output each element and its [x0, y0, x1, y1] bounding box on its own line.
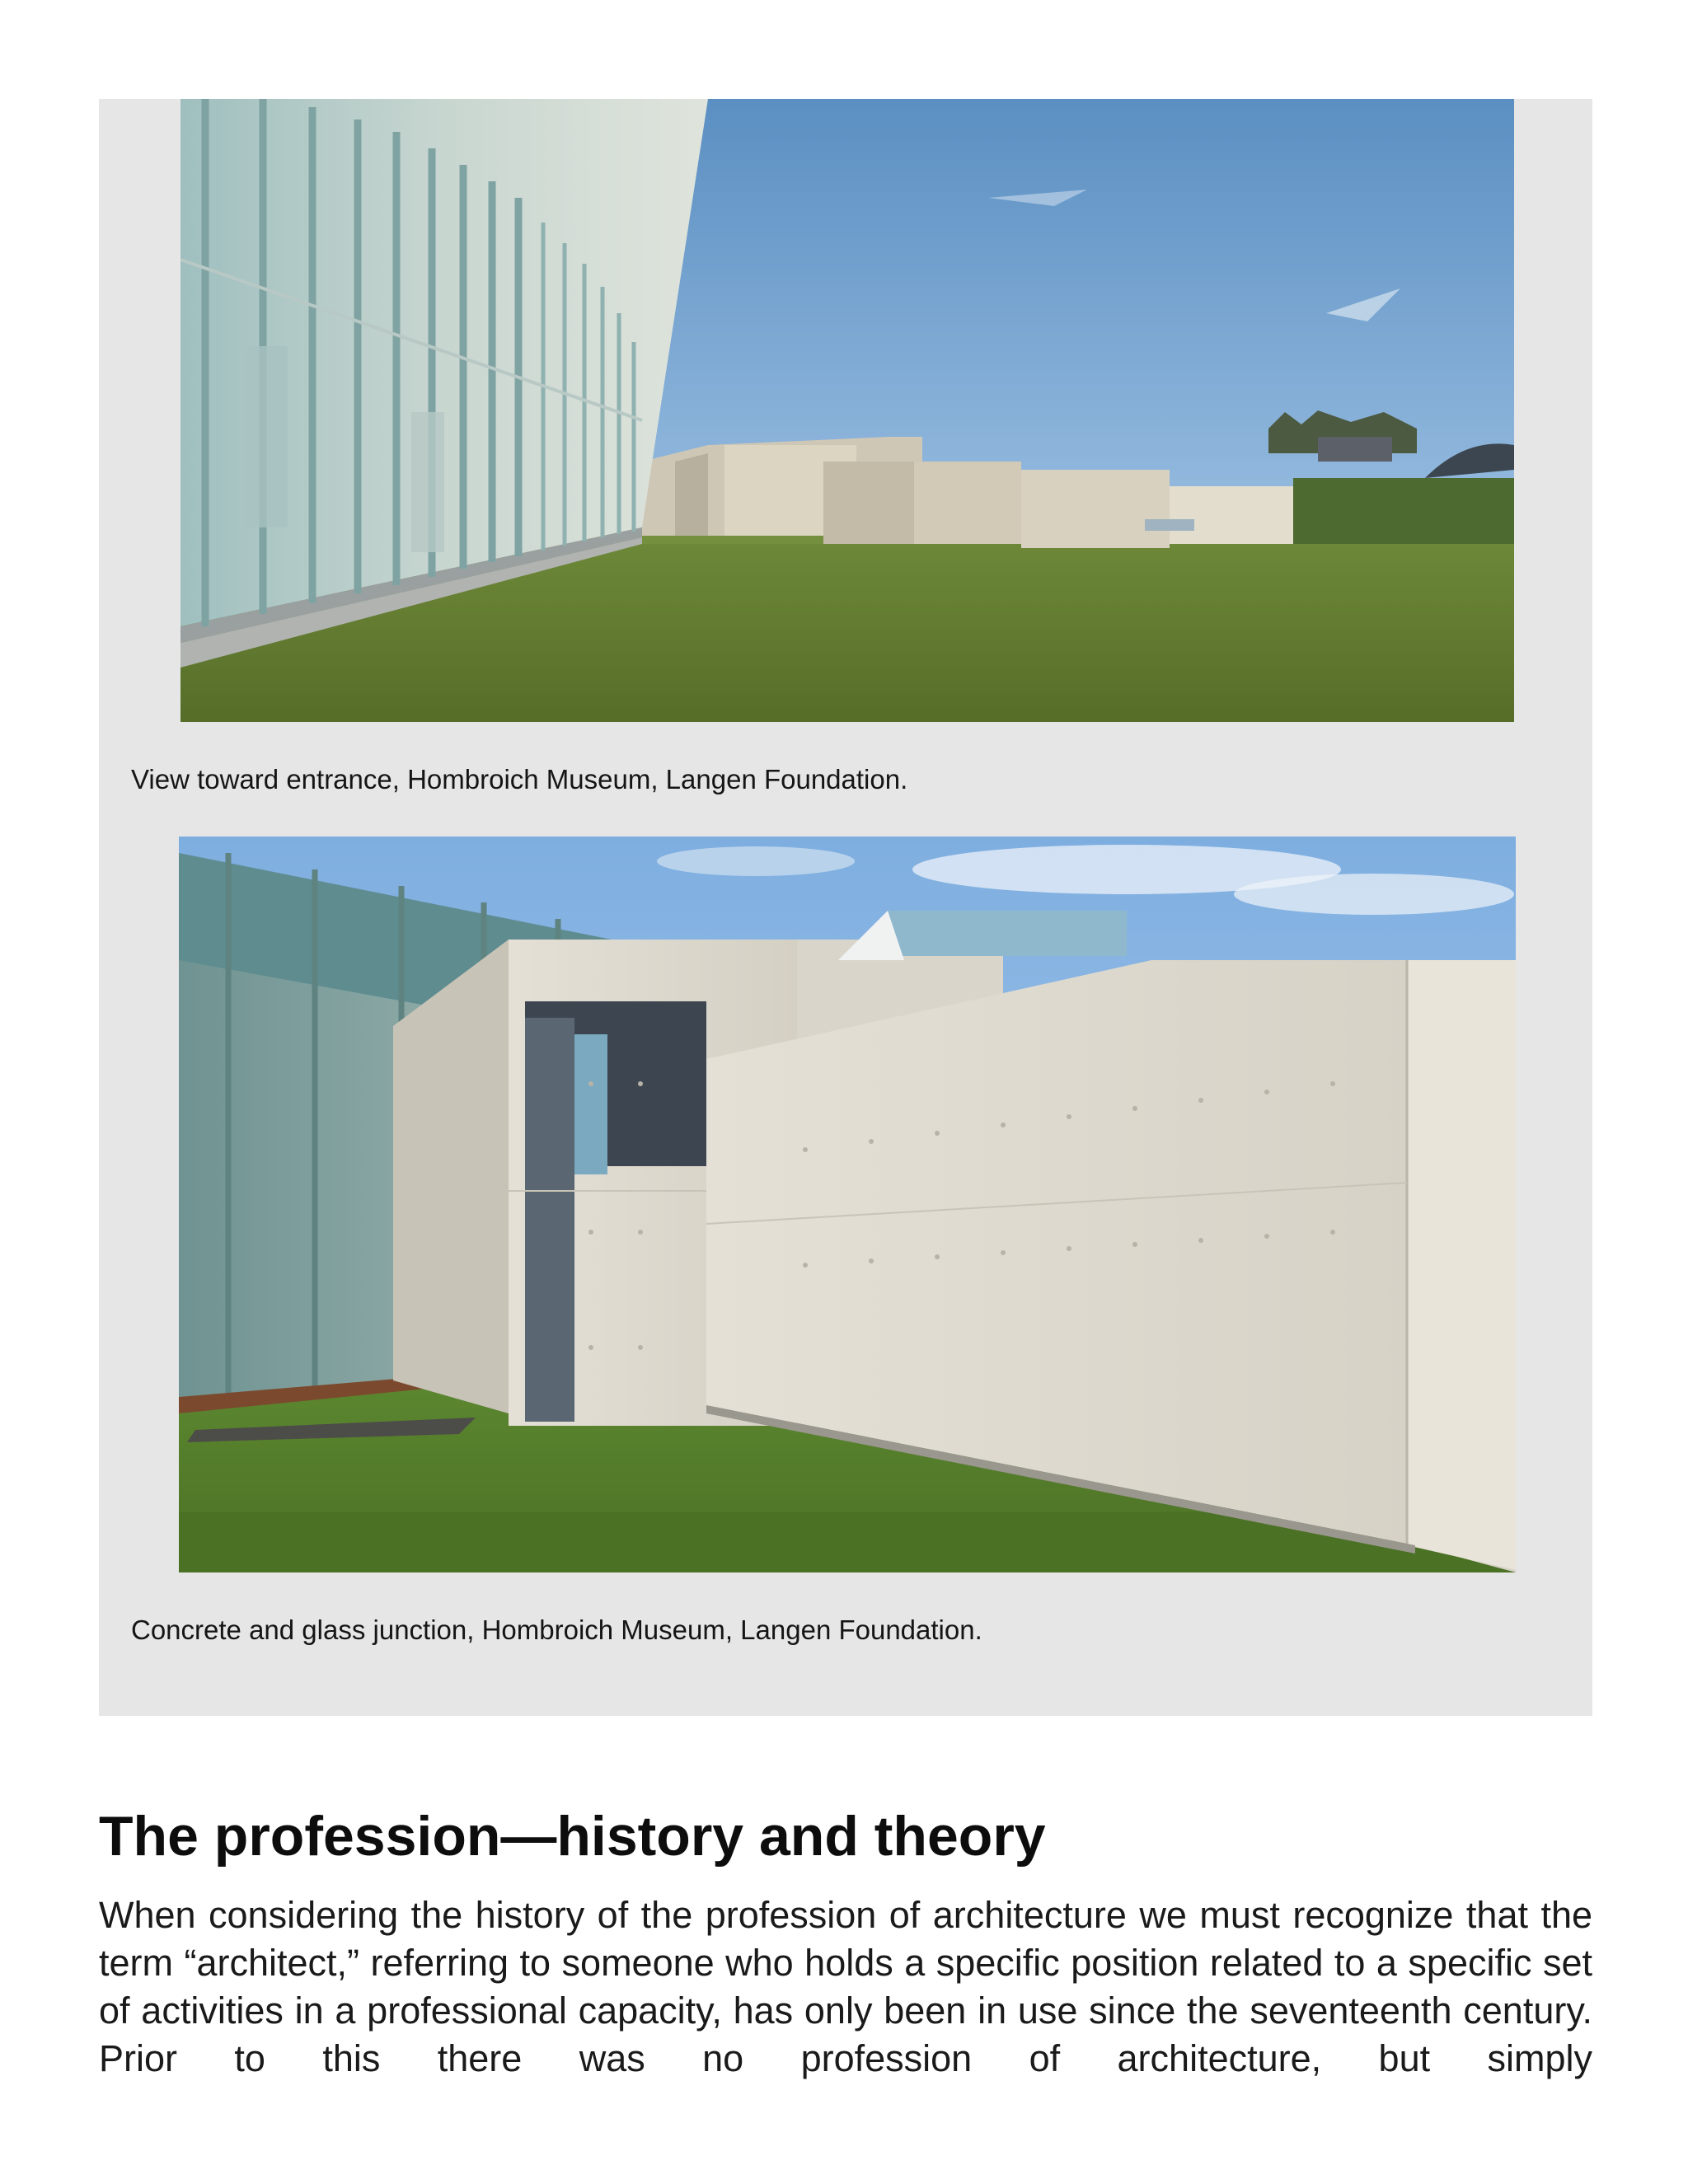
figure-caption: View toward entrance, Hombroich Museum, Langen Foundation.: [131, 764, 908, 794]
photo-view-toward-entrance: [181, 99, 1514, 722]
section-heading: The profession—history and theory: [99, 1805, 1046, 1868]
photo-concrete-glass-junction: [179, 837, 1516, 1572]
body-paragraph: When considering the history of the profession of architecture we must recognize that the term “architect,” referring to someone who holds a specific position related to a specific set of activities in a professional capacity, has only been in use since the seventeenth century. Prior to this there was no profession of architecture, but simply: [99, 1894, 1592, 2079]
figure-caption: Concrete and glass junction, Hombroich Museum, Langen Foundation.: [131, 1615, 982, 1645]
